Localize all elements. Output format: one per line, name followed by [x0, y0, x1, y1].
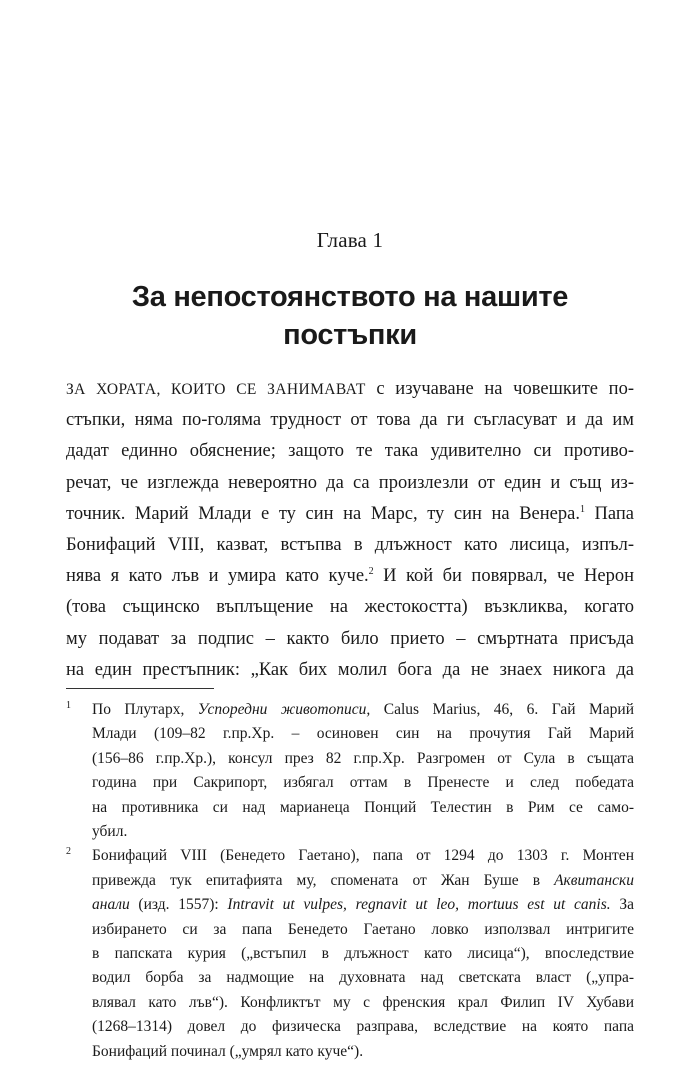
text-line: му подават за подпис – както било прието – смъртната присъда — [66, 628, 634, 649]
text-run: привежда тук епитафията му, спомената от Жан Буше в — [92, 871, 555, 889]
footnote-line — [92, 869, 634, 893]
text-run: Папа — [584, 503, 634, 524]
italic-title: анали — [92, 896, 130, 914]
footnote-rule — [66, 688, 214, 689]
text-run: По Плутарх, — [92, 701, 198, 718]
footnote-line: (156–86 г.пр.Хр.), консул през 82 г.пр.Хр. Разгромен от Сула в същата — [92, 749, 634, 767]
chapter-title — [90, 278, 610, 354]
text-run: И кой би повярвал, че Нерон — [373, 566, 635, 587]
text-run: (изд. 1557): — [129, 896, 228, 914]
footnote-ref[interactable]: 1 — [579, 503, 585, 515]
italic-title: Успоредни животописи, — [197, 701, 371, 718]
footnote-line: Бонифаций VIII (Бенедето Гаетано), папа от 1294 до 1303 г. Монтен — [92, 847, 634, 865]
text-line: (това същинско въплъщение на жестокостта) възкликва, когато — [66, 597, 634, 618]
footnote-number: 2 — [66, 846, 71, 858]
footnote-line: влявал като лъв“). Конфликтът му с френския крал Филип IV Хубави — [92, 993, 634, 1011]
footnote-line: в папската курия („встъпил в длъжност като лисица“), впоследствие — [92, 945, 634, 963]
chapter-title-line: За непостоянството на нашите — [131, 281, 569, 313]
footnote-line: водил борба за надмощие на духовната над светската власт („упра- — [92, 969, 634, 987]
latin-epitaph: Intravit ut vulpes, regnavit ut leo, mortuus est ut canis. — [227, 896, 611, 914]
footnote-1 — [66, 698, 634, 844]
footnote-ref[interactable]: 2 — [368, 566, 374, 578]
footnote-line: на противника си над марианеца Понций Телестин в Рим се само- — [92, 798, 634, 816]
text-run: нява я като лъв и умира като куче. — [66, 566, 369, 587]
text-line — [66, 561, 634, 592]
footnote-line: (1268–1314) довел до физическа разправа, вследствие на която папа — [92, 1018, 634, 1036]
footnote-line: убил. — [92, 823, 128, 841]
lead-smallcaps: ЗА ХОРАТА, КОИТО СЕ ЗАНИМАВАТ — [66, 381, 366, 398]
footnote-line: Бонифаций починал („умрял като куче“). — [92, 1042, 364, 1060]
footnote-line — [92, 698, 634, 722]
text-line: дадат единно обяснение; защото те така удивително си противо- — [66, 441, 634, 462]
footnotes — [66, 698, 634, 1064]
text-line: Бонифаций VIII, казват, встъпва в длъжност като лисица, изпъл- — [66, 535, 634, 556]
footnote-line: Млади (109–82 г.пр.Хр. – осиновен син на прочутия Гай Марий — [92, 725, 634, 743]
chapter-label: Глава 1 — [316, 228, 384, 252]
footnote-number: 1 — [66, 700, 71, 711]
body-paragraph — [66, 374, 634, 686]
footnote-line: година при Сакрипорт, избягал оттам в Пренесте и след победата — [92, 774, 634, 792]
italic-title: Аквитански — [554, 871, 634, 889]
text-run: с изучаване на човешките по- — [365, 379, 634, 399]
text-line: стъпки, няма по-голяма трудност от това да ги съгласуват и да им — [66, 410, 634, 431]
footnote-line: избирането си за папа Бенедето Гаетано ловко използвал интригите — [92, 920, 634, 938]
text-run: За — [610, 896, 634, 914]
text-line — [66, 374, 634, 405]
footnote-2 — [66, 844, 634, 1064]
text-run: точник. Марий Млади е ту син на Марс, ту син на Венера. — [66, 503, 580, 524]
chapter-title-line: постъпки — [283, 319, 417, 351]
text-line: на един престъпник: „Как бих молил бога да не знаех никога да — [66, 659, 634, 680]
text-line — [66, 499, 634, 530]
footnote-line — [92, 893, 634, 917]
text-line: речат, че изглежда невероятно да са произлезли от един и същ из- — [66, 472, 634, 493]
text-run: Calus Marius, 46, 6. Гай Марий — [370, 701, 634, 718]
